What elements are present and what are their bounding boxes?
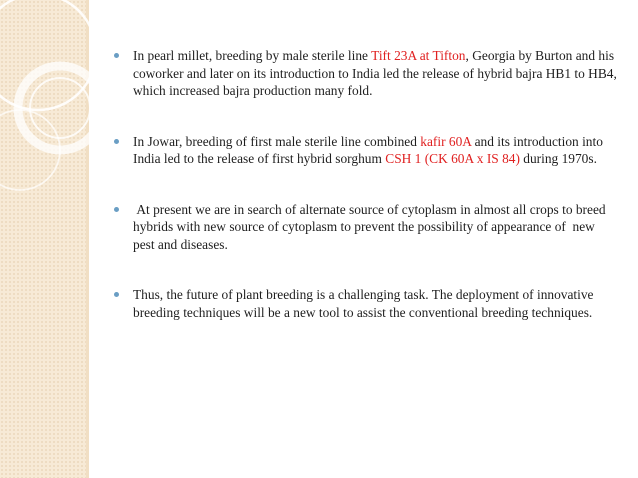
bullet-part: In Jowar, breeding of first male sterile line combined — [133, 133, 421, 149]
bullet-item — [112, 201, 617, 254]
highlight-text: kafir 60A — [420, 133, 472, 149]
highlight-text: Tift 23A at Tifton — [371, 48, 466, 63]
slide-content — [112, 47, 617, 354]
bullet-dot-icon — [114, 292, 119, 297]
bullet-dot-icon — [114, 53, 119, 58]
highlight-text: CSH 1 (CK 60A x IS 84) — [385, 151, 520, 166]
bullet-part: and its introduction into India led to the release of first hybrid sorghum — [133, 133, 603, 166]
bullet-item — [112, 47, 617, 100]
bullet-part: At present we are in search of alternate source of cytoplasm in almost all crops to breed hybrids with new source of cytoplasm to prevent the possibility of appearance of new pest and diseases. — [133, 201, 609, 252]
bullet-item — [112, 286, 617, 321]
bullet-part: Thus, the future of plant breeding is a challenging task. The deployment of innovative breeding techniques will be a new tool to assist the conventional breeding techniques. — [133, 287, 594, 320]
bullet-dot-icon — [114, 139, 119, 144]
bullet-item — [112, 133, 617, 168]
bullet-dot-icon — [114, 207, 119, 212]
bullet-part: In pearl millet, breeding by male sterile line — [133, 48, 372, 63]
bullet-part: during 1970s. — [519, 151, 597, 166]
bullet-part: , Georgia by Burton and his coworker and later on its introduction to India led the release of hybrid bajra HB1 to HB4, which increased bajra production many fold. — [133, 48, 617, 98]
